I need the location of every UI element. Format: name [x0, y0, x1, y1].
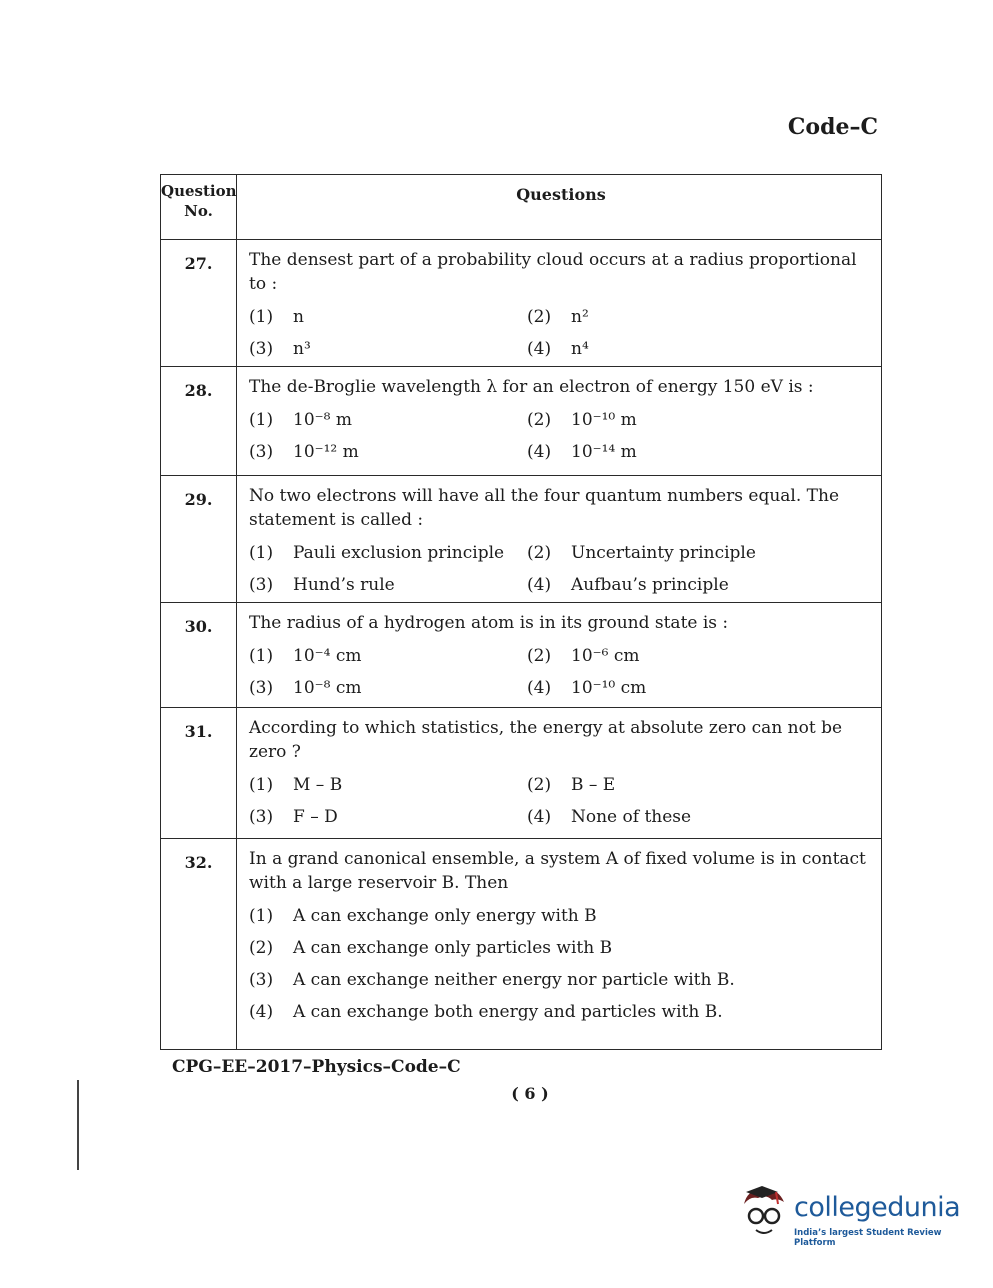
question-number: 30. [161, 603, 237, 707]
options-list [249, 903, 873, 1025]
options-list [249, 643, 873, 701]
option-text: B – E [571, 775, 616, 795]
question-row [161, 707, 881, 838]
option-text: A can exchange only particles with B [293, 938, 613, 958]
question-text: No two electrons will have all the four quantum numbers equal. The statement is called : [249, 486, 840, 530]
logo-brand-text: collegedunia [794, 1192, 961, 1223]
option-number: (3) [249, 575, 274, 595]
option-text: A can exchange neither energy nor particle with B. [293, 970, 735, 990]
option-text: Pauli exclusion principle [293, 543, 505, 563]
option-text: Hund’s rule [293, 575, 395, 595]
option-item [249, 439, 527, 465]
option-item [249, 903, 873, 929]
option-number: (2) [527, 543, 552, 563]
scan-margin-line [77, 1080, 79, 1170]
question-table [160, 174, 882, 1050]
option-number: (4) [527, 678, 552, 698]
option-number: (3) [249, 339, 274, 359]
option-number: (1) [249, 410, 274, 430]
option-item [249, 772, 527, 798]
option-text: 10⁻⁸ cm [293, 678, 362, 698]
option-item [249, 643, 527, 669]
header-question-no: Question No. [161, 175, 237, 239]
table-header [161, 175, 881, 239]
question-text: In a grand canonical ensemble, a system A of fixed volume is in contact with a large reservoir B. Then [249, 849, 866, 893]
option-item [527, 336, 873, 362]
option-text: Uncertainty principle [571, 543, 756, 563]
option-number: (1) [249, 307, 274, 327]
page-number: ( 6 ) [511, 1084, 549, 1103]
option-text: M – B [293, 775, 343, 795]
option-text: 10⁻¹⁴ m [571, 442, 637, 462]
option-text: Aufbau’s principle [571, 575, 729, 595]
option-number: (4) [527, 575, 552, 595]
question-body [237, 240, 881, 366]
option-item [527, 439, 873, 465]
question-body [237, 476, 881, 602]
student-mascot-icon [738, 1184, 794, 1248]
option-number: (3) [249, 970, 274, 990]
option-text: F – D [293, 807, 338, 827]
option-number: (4) [527, 442, 552, 462]
question-body [237, 367, 881, 475]
question-row [161, 475, 881, 602]
option-item [527, 304, 873, 330]
option-item [527, 540, 873, 566]
code-label: Code–C [787, 114, 878, 140]
options-list [249, 772, 873, 830]
option-number: (1) [249, 906, 274, 926]
option-item [249, 935, 873, 961]
option-item [249, 967, 873, 993]
paper-code-footer: CPG–EE–2017–Physics–Code–C [172, 1057, 461, 1077]
options-list [249, 304, 873, 362]
option-text: None of these [571, 807, 692, 827]
collegedunia-logo [738, 1184, 968, 1254]
question-text: According to which statistics, the energy at absolute zero can not be zero ? [249, 718, 843, 762]
option-item [527, 572, 873, 598]
option-text: 10⁻⁴ cm [293, 646, 362, 666]
question-text: The radius of a hydrogen atom is in its ground state is : [249, 613, 729, 633]
option-item [249, 999, 873, 1025]
question-body [237, 708, 881, 838]
option-text: n³ [293, 339, 311, 359]
option-text: 10⁻¹⁰ m [571, 410, 637, 430]
option-item [527, 772, 873, 798]
option-number: (2) [527, 775, 552, 795]
option-item [249, 572, 527, 598]
option-number: (1) [249, 646, 274, 666]
option-text: 10⁻¹² m [293, 442, 359, 462]
question-body [237, 839, 881, 1049]
question-text: The de-Broglie wavelength λ for an electron of energy 150 eV is : [249, 377, 814, 397]
option-item [527, 407, 873, 433]
option-number: (3) [249, 678, 274, 698]
option-text: 10⁻¹⁰ cm [571, 678, 647, 698]
option-number: (2) [527, 646, 552, 666]
option-text: n² [571, 307, 589, 327]
question-number: 28. [161, 367, 237, 475]
options-list [249, 540, 873, 598]
option-number: (1) [249, 543, 274, 563]
question-number: 29. [161, 476, 237, 602]
option-item [527, 675, 873, 701]
option-item [249, 336, 527, 362]
option-text: n⁴ [571, 339, 589, 359]
question-row [161, 602, 881, 707]
option-number: (3) [249, 442, 274, 462]
option-number: (2) [527, 410, 552, 430]
option-item [527, 643, 873, 669]
option-number: (4) [527, 807, 552, 827]
option-number: (2) [527, 307, 552, 327]
question-row [161, 366, 881, 475]
question-number: 27. [161, 240, 237, 366]
question-text: The densest part of a probability cloud occurs at a radius proportional to : [249, 250, 857, 294]
question-number: 31. [161, 708, 237, 838]
option-text: 10⁻⁸ m [293, 410, 352, 430]
option-item [249, 304, 527, 330]
question-number: 32. [161, 839, 237, 1049]
option-item [249, 675, 527, 701]
option-number: (4) [249, 1002, 274, 1022]
option-number: (3) [249, 807, 274, 827]
options-list [249, 407, 873, 465]
option-text: A can exchange both energy and particles with B. [293, 1002, 723, 1022]
logo-tagline: India’s largest Student Review Platform [794, 1228, 942, 1248]
question-row [161, 239, 881, 366]
option-item [249, 804, 527, 830]
option-item [527, 804, 873, 830]
option-text: 10⁻⁶ cm [571, 646, 640, 666]
header-questions: Questions [516, 185, 606, 204]
question-row [161, 838, 881, 1049]
option-number: (2) [249, 938, 274, 958]
option-text: A can exchange only energy with B [293, 906, 597, 926]
option-text: n [293, 307, 304, 327]
question-body [237, 603, 881, 707]
option-item [249, 407, 527, 433]
option-number: (1) [249, 775, 274, 795]
option-number: (4) [527, 339, 552, 359]
option-item [249, 540, 527, 566]
